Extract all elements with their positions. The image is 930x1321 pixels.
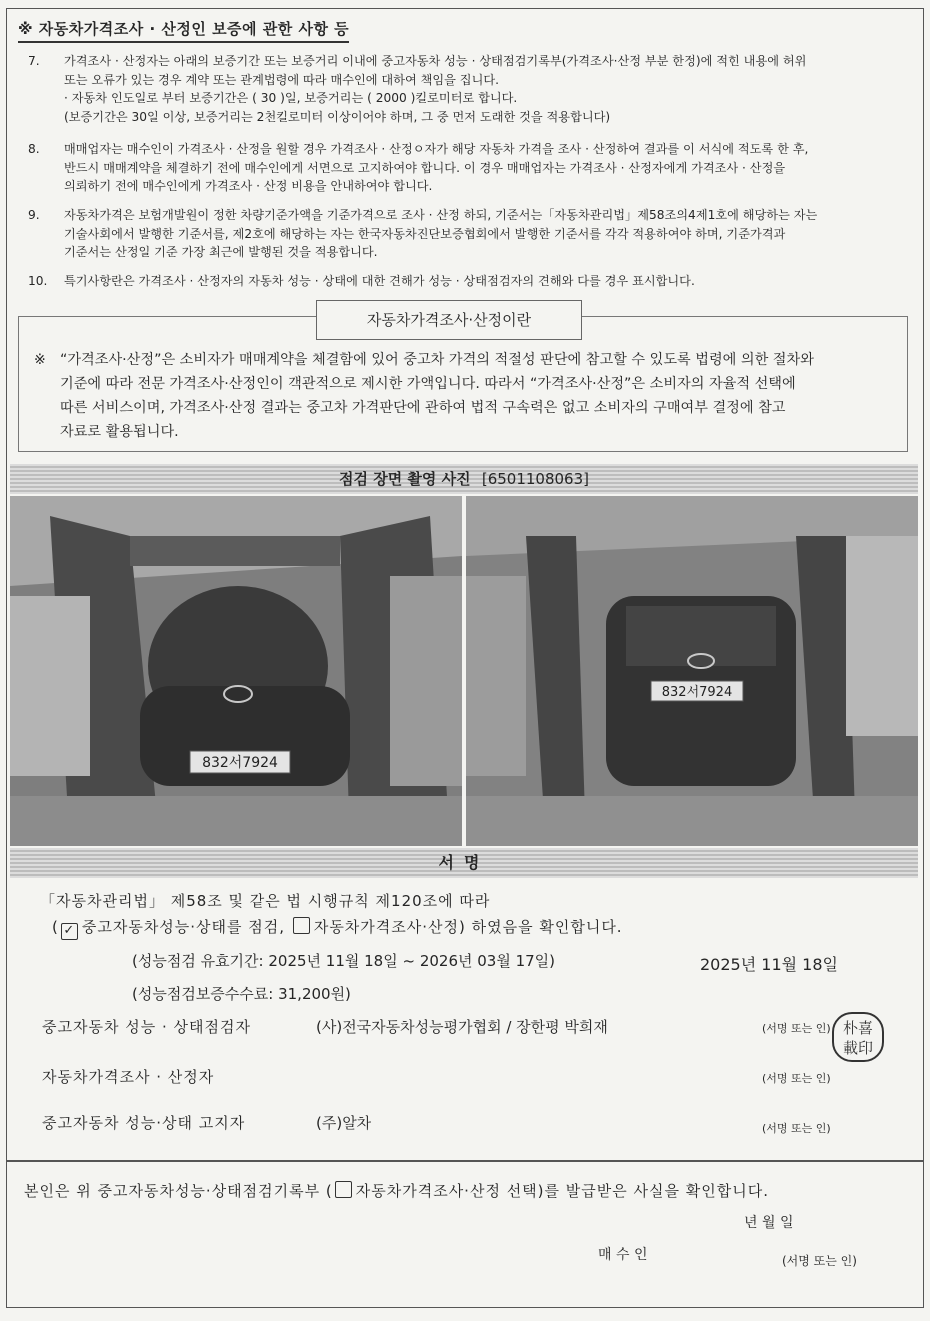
inspection-checkbox-checked[interactable] — [61, 923, 78, 940]
guarantee-item-8 — [28, 140, 912, 196]
photo-section-header — [10, 464, 918, 494]
inspector-sign-note: (서명 또는 인) — [762, 1022, 831, 1035]
item-line: 자동차가격은 보험개발원이 정한 차량기준가액을 기준가격으로 조사 · 산정 하되, 기준서는「자동차관리법」제58조의4제1호에 해당하는 자는 — [64, 208, 818, 222]
item-line: · 자동차 인도일로 부터 보증기간은 ( 30 )일, 보증거리는 ( 2000 )킬로미터로 합니다. — [64, 91, 518, 105]
definition-text — [60, 348, 906, 444]
inspection-checkbox-label: 중고자동차성능·상태를 점검, — [81, 918, 286, 936]
notifier-value: (주)알차 — [316, 1114, 372, 1132]
definition-mark: ※ — [34, 352, 46, 368]
guarantee-section-title: ※ 자동차가격조사 · 산정인 보증에 관한 사항 등 — [18, 18, 349, 43]
guarantee-item-7 — [28, 52, 912, 126]
item-line: 또는 오류가 있는 경우 계약 또는 관계법령에 따라 매수인에 대하여 책임을 집니다. — [64, 72, 500, 87]
inspection-fee: (성능점검보증수수료: 31,200원) — [132, 985, 351, 1003]
guarantee-item-10 — [28, 272, 912, 291]
photo-plate-text-front: 832서7924 — [202, 755, 278, 771]
item-number: 7. — [28, 54, 40, 68]
buyer-divider — [6, 1160, 924, 1162]
appraisal-checkbox[interactable] — [293, 917, 310, 934]
buyer-date: 년 월 일 — [744, 1215, 794, 1231]
validity-period: (성능점검 유효기간: 2025년 11월 18일 ~ 2026년 03월 17일) — [132, 952, 556, 970]
definition-title: 자동차가격조사·산정이란 — [316, 300, 582, 340]
definition-line: 기준에 따라 전문 가격조사·산정인이 객관적으로 제시한 가액입니다. 따라서 “가격조사·산정”은 소비자의 자율적 선택에 — [60, 376, 796, 392]
photo-section-title: 점검 장면 촬영 사진 — [339, 470, 471, 488]
notifier-label: 중고자동차 성능·상태 고지자 — [42, 1114, 246, 1132]
notifier-sign-note: (서명 또는 인) — [762, 1122, 831, 1135]
appraisal-checkbox-label: 자동차가격조사·산정) 하였음을 확인합니다. — [313, 918, 623, 936]
definition-line: 자료로 활용됩니다. — [60, 424, 179, 440]
item-line: 특기사항란은 가격조사 · 산정자의 자동차 성능 · 상태에 대한 견해가 성능 · 상태점검자의 견해와 다를 경우 표시합니다. — [64, 274, 695, 288]
inspection-photo-rear — [466, 496, 918, 846]
item-line: 매매업자는 매수인이 가격조사 · 산정을 원할 경우 가격조사 · 산정ㅇ자가 해당 자동차 가격을 조사 · 산정하여 결과를 이 서식에 적도록 한 후, — [64, 142, 809, 156]
item-number: 9. — [28, 208, 40, 222]
law-reference: 「자동차관리법」 제58조 및 같은 법 시행규칙 제120조에 따라 — [40, 892, 491, 910]
item-line: 기준서는 산정일 기준 가장 최근에 발행된 것을 적용합니다. — [64, 245, 378, 259]
item-line: 가격조사 · 산정자는 아래의 보증기간 또는 보증거리 이내에 중고자동차 성능 · 상태점검기록부(가격조사·산정 부분 한정)에 적힌 내용에 허위 — [64, 54, 807, 68]
inspection-photo-front — [10, 496, 462, 846]
item-line: (보증기간은 30일 이상, 보증거리는 2천킬로미터 이상이어야 하며, 그 중 먼저 도래한 것을 적용합니다) — [64, 109, 611, 124]
item-number: 8. — [28, 142, 40, 156]
signature-date: 2025년 11월 18일 — [700, 955, 838, 974]
seal-text: 朴喜 載印 — [842, 1019, 873, 1057]
item-line: 의뢰하기 전에 매수인에게 가격조사 · 산정 비용을 안내하여야 합니다. — [64, 179, 433, 193]
item-line: 기술사회에서 발행한 기준서를, 제2호에 해당하는 자는 한국자동차진단보증협회에서 발행한 기준서를 각각 적용하여야 하며, 기준가격과 — [64, 226, 786, 241]
item-number: 10. — [28, 274, 48, 288]
inspector-value: (사)전국자동차성능평가협회 / 장한평 박희재 — [316, 1018, 608, 1036]
buyer-confirmation — [24, 1180, 769, 1201]
buyer-label: 매 수 인 — [598, 1247, 648, 1263]
buyer-line-start: 본인은 위 중고자동차성능·상태점검기록부 ( — [24, 1182, 333, 1200]
buyer-appraisal-checkbox[interactable] — [335, 1181, 352, 1198]
photo-id: [6501108063] — [481, 470, 589, 488]
confirmation-line — [52, 916, 623, 940]
guarantee-item-9 — [28, 206, 912, 262]
buyer-sign-note: (서명 또는 인) — [782, 1254, 857, 1268]
definition-line: “가격조사·산정”은 소비자가 매매계약을 체결함에 있어 중고차 가격의 적절성 판단에 참고할 수 있도록 법령에 의한 절차와 — [60, 352, 814, 368]
appraiser-label: 자동차가격조사 · 산정자 — [42, 1068, 215, 1086]
photo-plate-text-rear: 832서7924 — [661, 685, 733, 700]
confirmation-paren: ( — [52, 918, 59, 936]
inspector-label: 중고자동차 성능 · 상태점검자 — [42, 1018, 251, 1036]
buyer-line-end: 자동차가격조사·산정 선택)를 발급받은 사실을 확인합니다. — [355, 1182, 769, 1200]
item-line: 반드시 매매계약을 체결하기 전에 매수인에게 서면으로 고지하여야 합니다. 이 경우 매매업자는 가격조사 · 산정자에게 가격조사 · 산정을 — [64, 160, 786, 175]
signature-section-header: 서명 — [10, 848, 918, 878]
definition-line: 따른 서비스이며, 가격조사·산정 결과는 중고차 가격판단에 관하여 법적 구속력은 없고 소비자의 구매여부 결정에 참고 — [60, 400, 786, 416]
appraiser-sign-note: (서명 또는 인) — [762, 1072, 831, 1085]
inspector-seal — [832, 1012, 884, 1062]
check-mark-icon: ✓ — [63, 923, 76, 938]
